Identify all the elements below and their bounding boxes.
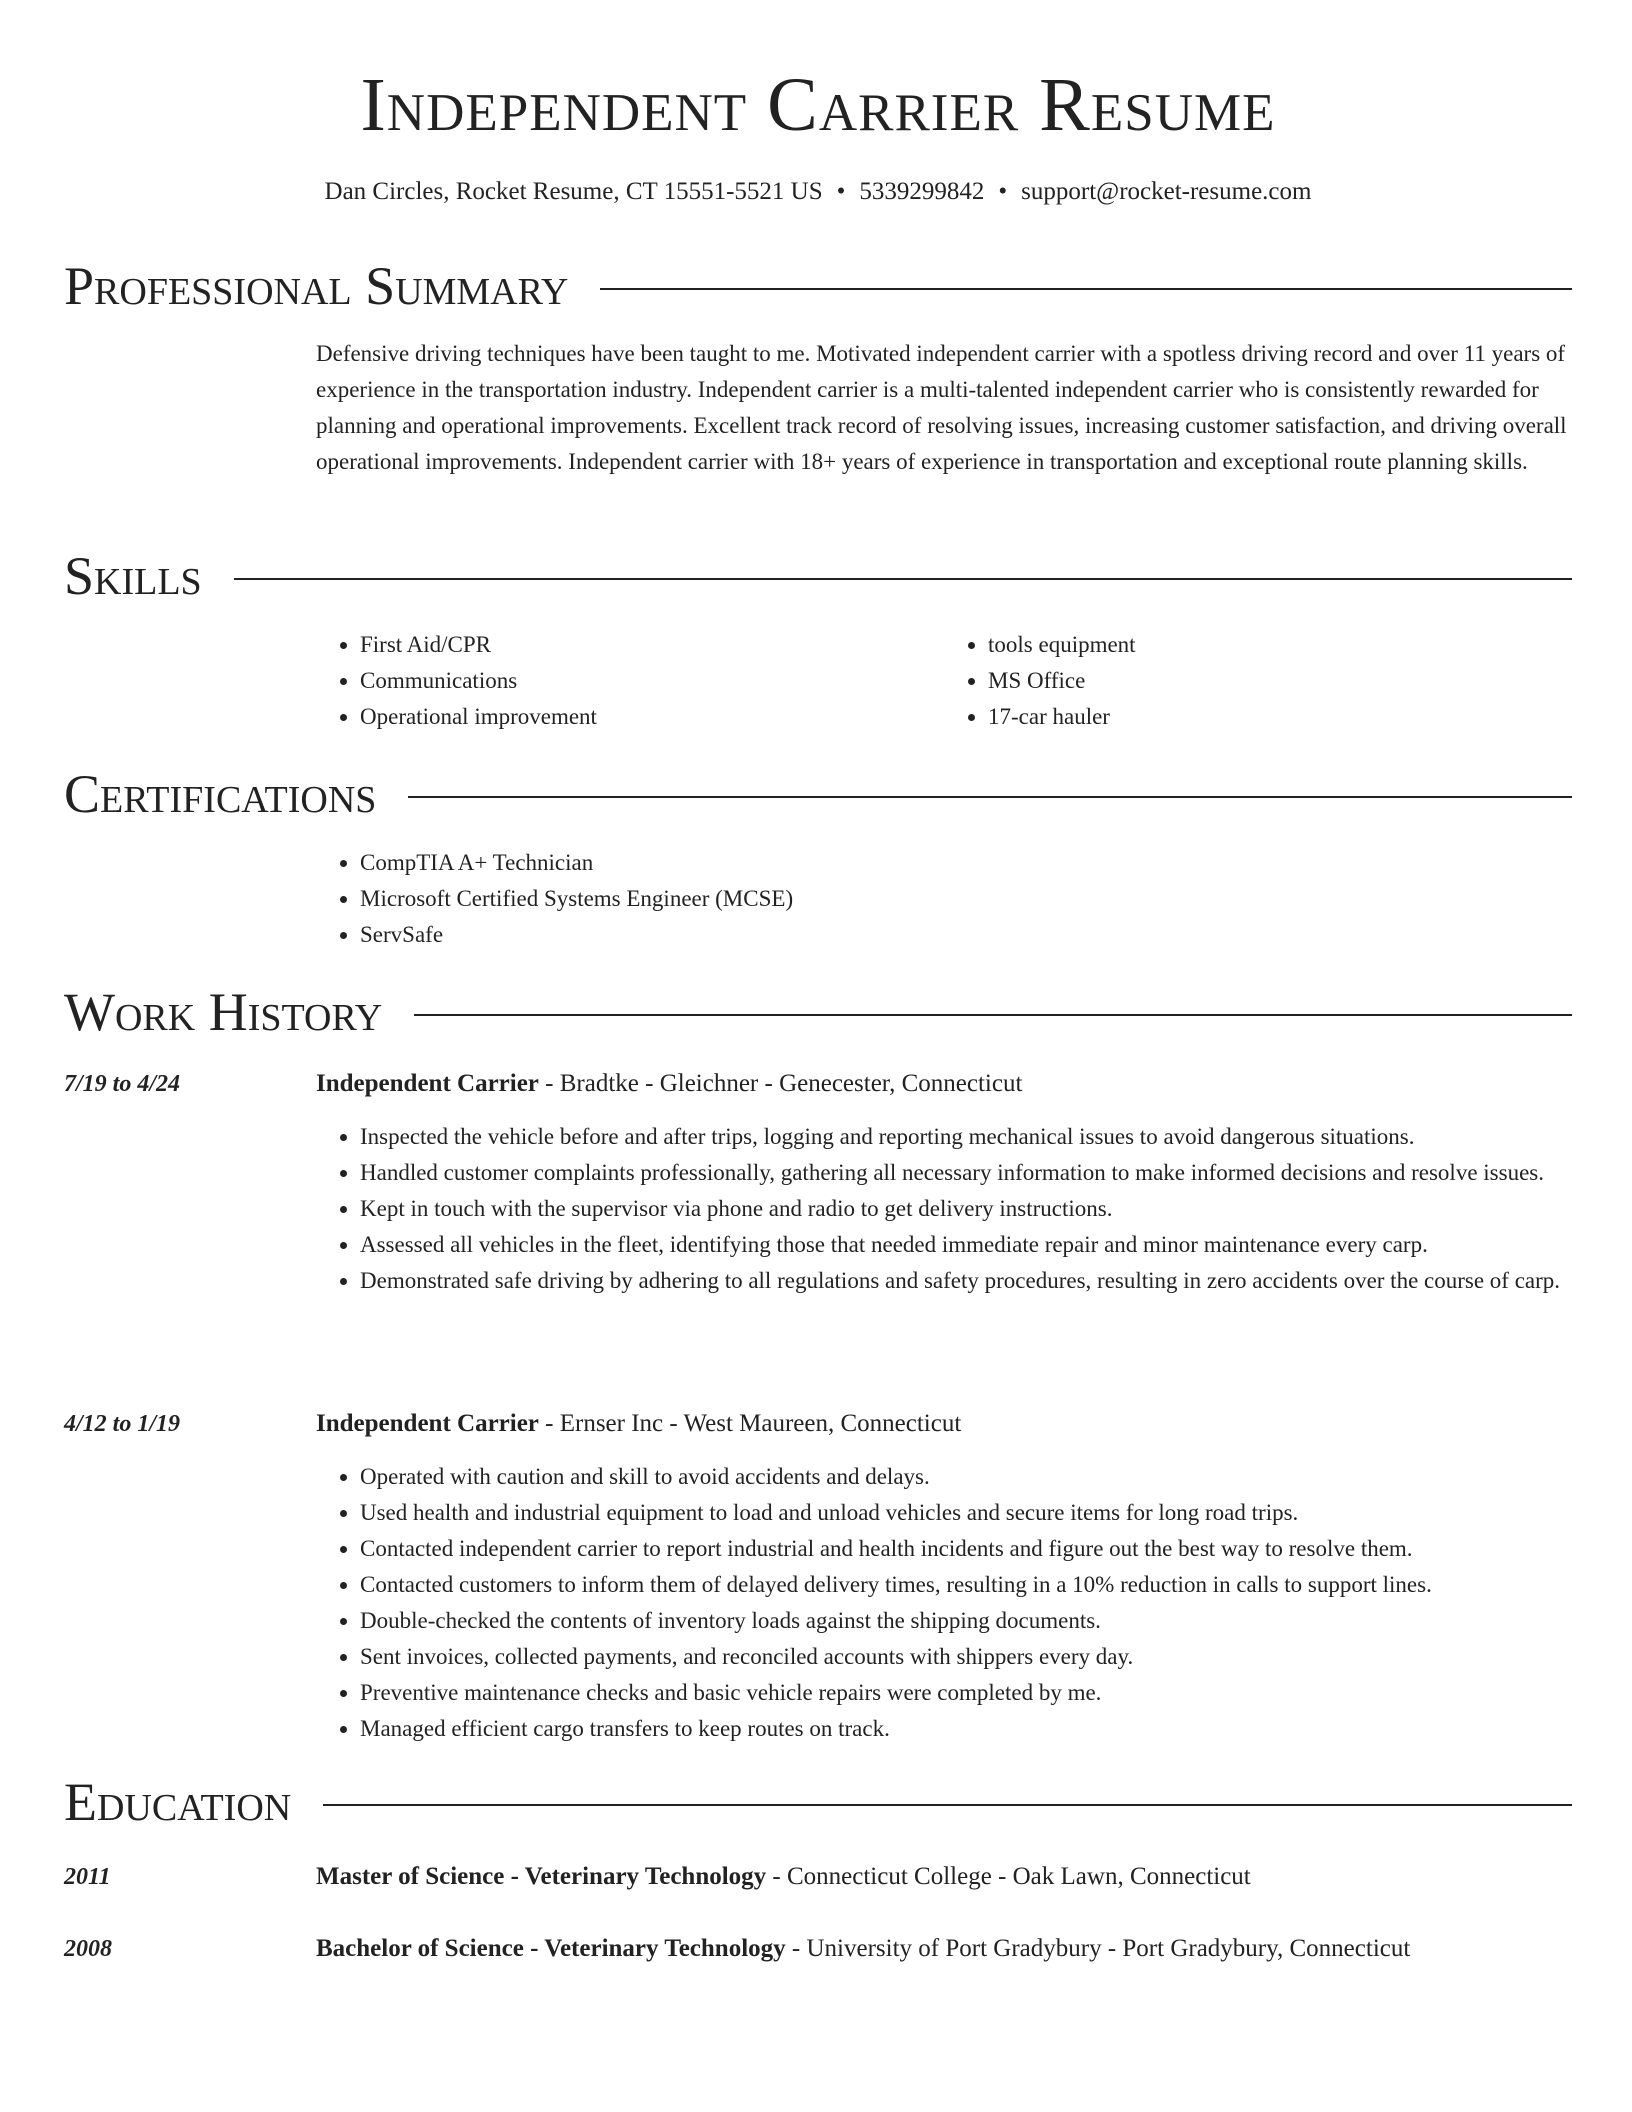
certifications-list <box>316 845 1572 953</box>
education-degree: Bachelor of Science - Veterinary Technology <box>316 1935 786 1962</box>
job-duty-item: • Preventive maintenance checks and basic vehicle repairs were completed by me. <box>360 1675 1572 1711</box>
job-heading <box>316 1066 1572 1102</box>
job-dates: 7/19 to 4/24 <box>64 1071 181 1097</box>
section-title-education: Education <box>64 1772 292 1832</box>
job-duty-item: • Sent invoices, collected payments, and reconciled accounts with shippers every day. <box>360 1639 1572 1675</box>
job-duty-item: • Operated with caution and skill to avoid accidents and delays. <box>360 1459 1572 1495</box>
certification-item: • CompTIA A+ Technician <box>360 845 1572 881</box>
job-duty-item: • Assessed all vehicles in the fleet, identifying those that needed immediate repair and minor maintenance every carp. <box>360 1227 1572 1263</box>
job-duty-item: • Contacted customers to inform them of delayed delivery times, resulting in a 10% reduction in calls to support lines. <box>360 1567 1572 1603</box>
job-heading <box>316 1406 1572 1442</box>
job-title: Independent Carrier <box>316 1410 539 1437</box>
summary-text: Defensive driving techniques have been taught to me. Motivated independent carrier with a spotless driving record and over 11 years of experience in the transportation industry. Independent carrier is a multi-talented independent carrier who is consistently rewarded for planning and operational improvements. Excellent track record of resolving issues, increasing customer satisfaction, and driving overall operational improvements. Independent carrier with 18+ years of experience in transportation and exceptional route planning skills. <box>316 341 1567 474</box>
education-degree: Master of Science - Veterinary Technology <box>316 1863 767 1890</box>
job-duty-item: • Demonstrated safe driving by adhering to all regulations and safety procedures, resulting in zero accidents over the course of carp. <box>360 1263 1572 1299</box>
section-header-certifications <box>64 762 1572 826</box>
job-duty-item: • Inspected the vehicle before and after trips, logging and reporting mechanical issues to avoid dangerous situations. <box>360 1119 1572 1155</box>
job-company: - Bradtke - Gleichner - Genecester, Connecticut <box>538 1070 1023 1097</box>
education-heading <box>316 1859 1572 1895</box>
section-title-work-history: Work History <box>64 982 383 1042</box>
education-year: 2008 <box>64 1936 112 1962</box>
education-school: - University of Port Gradybury - Port Gradybury, Connecticut <box>785 1935 1411 1962</box>
job-title: Independent Carrier <box>316 1070 539 1097</box>
job-duty-item: • Handled customer complaints professionally, gathering all necessary information to make informed decisions and resolve issues. <box>360 1155 1572 1191</box>
contact-separator: • <box>998 178 1008 205</box>
education-school: - Connecticut College - Oak Lawn, Connecticut <box>766 1863 1251 1890</box>
section-header-education <box>64 1770 1572 1834</box>
skill-item: • tools equipment <box>988 627 1572 663</box>
contact-separator: • <box>836 178 846 205</box>
section-header-work-history <box>64 980 1572 1044</box>
job-duty-item: • Managed efficient cargo transfers to keep routes on track. <box>360 1711 1572 1747</box>
section-divider <box>234 578 1572 580</box>
job-dates: 4/12 to 1/19 <box>64 1411 181 1437</box>
section-title-certifications: Certifications <box>64 764 377 824</box>
contact-phone: 5339299842 <box>859 178 985 205</box>
education-heading <box>316 1931 1572 1967</box>
certification-item: • Microsoft Certified Systems Engineer (MCSE) <box>360 881 1572 917</box>
skill-item: • 17-car hauler <box>988 699 1572 735</box>
section-title-skills: Skills <box>64 546 202 606</box>
job-duty-item: • Used health and industrial equipment to load and unload vehicles and secure items for long road trips. <box>360 1495 1572 1531</box>
skill-item: • MS Office <box>988 663 1572 699</box>
section-header-summary <box>64 254 1572 318</box>
job-duties <box>316 1459 1572 1747</box>
certification-item: • ServSafe <box>360 917 1572 953</box>
job-duty-item: • Contacted independent carrier to report industrial and health incidents and figure out the best way to resolve them. <box>360 1531 1572 1567</box>
section-title-summary: Professional Summary <box>64 256 569 316</box>
job-duties <box>316 1119 1572 1299</box>
skills-column-right <box>944 627 1572 735</box>
job-company: - Ernser Inc - West Maureen, Connecticut <box>538 1410 962 1437</box>
section-divider <box>600 288 1572 290</box>
skill-item: • Operational improvement <box>360 699 944 735</box>
skills-list <box>316 627 1572 735</box>
section-divider <box>414 1014 1572 1016</box>
education-year: 2011 <box>64 1864 111 1890</box>
job-duty-item: • Kept in touch with the supervisor via phone and radio to get delivery instructions. <box>360 1191 1572 1227</box>
job-duty-item: • Double-checked the contents of inventory loads against the shipping documents. <box>360 1603 1572 1639</box>
skill-item: • First Aid/CPR <box>360 627 944 663</box>
resume-title: Independent Carrier Resume <box>360 63 1276 147</box>
section-divider <box>408 796 1572 798</box>
skill-item: • Communications <box>360 663 944 699</box>
contact-email: support@rocket-resume.com <box>1021 178 1312 205</box>
contact-line <box>64 174 1572 210</box>
skills-column-left <box>316 627 944 735</box>
contact-address: Dan Circles, Rocket Resume, CT 15551-5521 US <box>324 178 823 205</box>
section-header-skills <box>64 544 1572 608</box>
section-divider <box>323 1804 1572 1806</box>
